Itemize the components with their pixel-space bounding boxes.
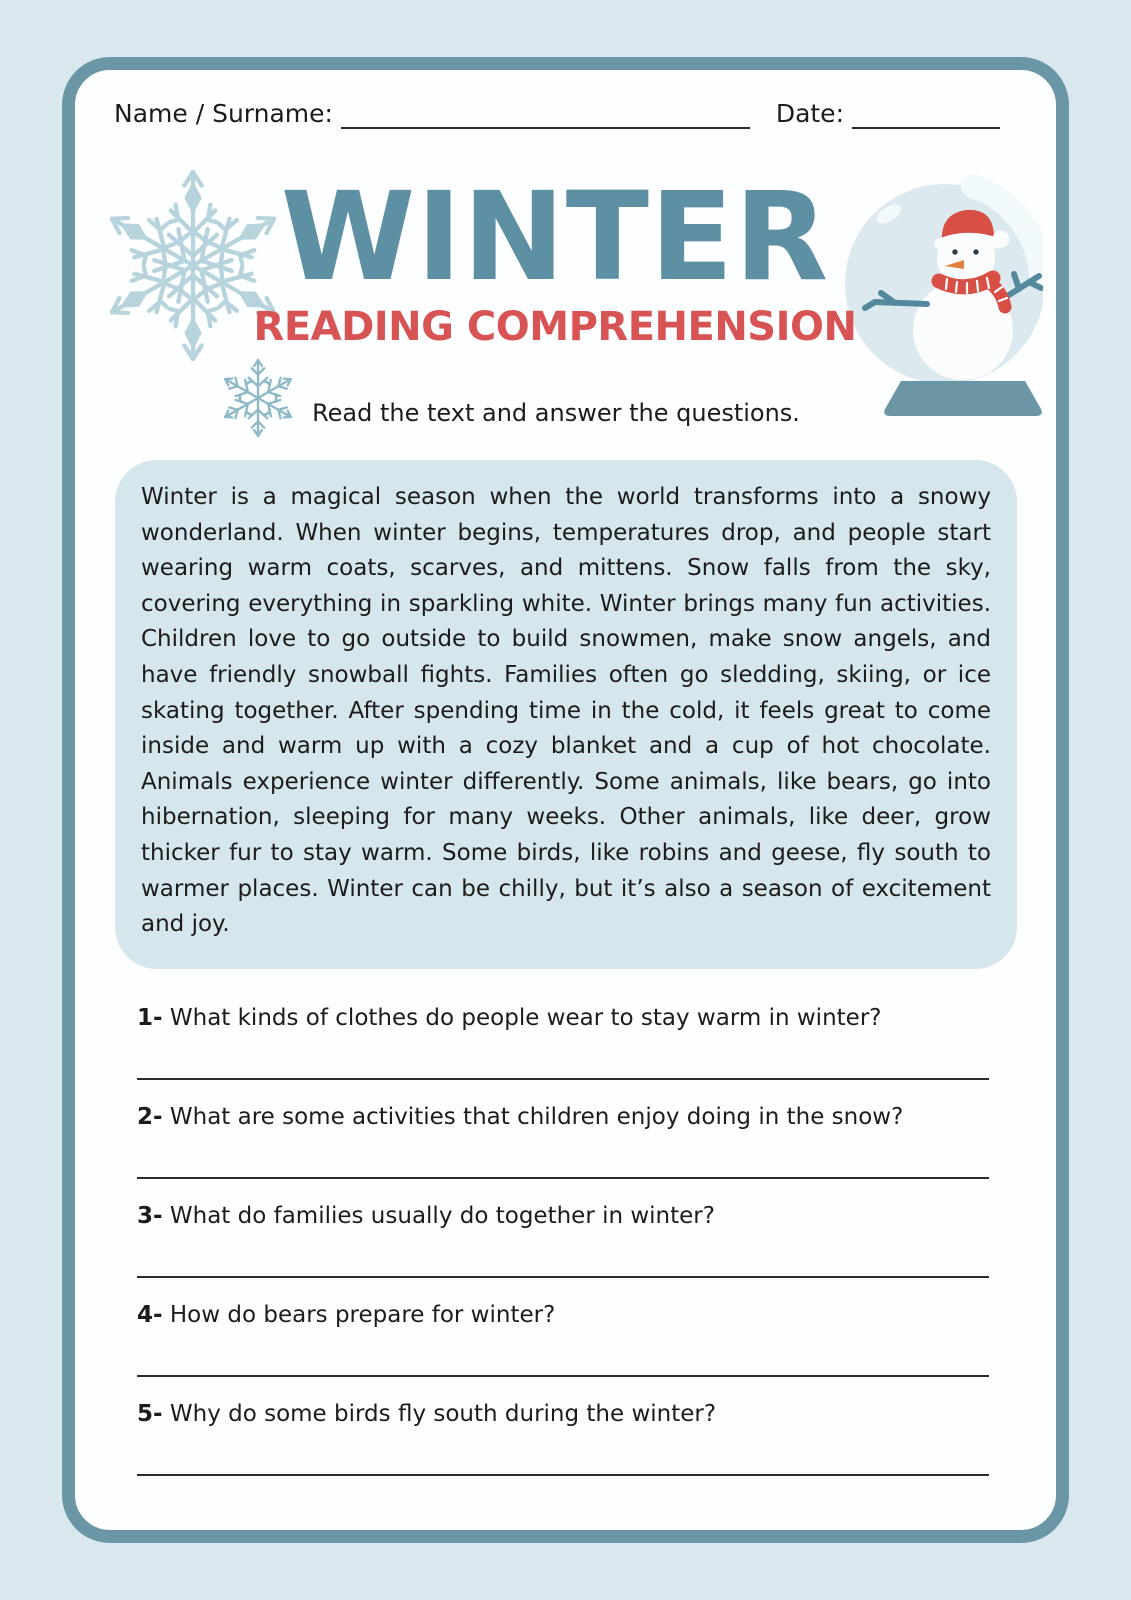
hat-pompom bbox=[993, 231, 1010, 248]
answer-line[interactable] bbox=[137, 1375, 989, 1377]
date-label: Date: bbox=[775, 99, 844, 128]
question-text bbox=[137, 1201, 989, 1231]
question-number: 2- bbox=[137, 1104, 163, 1130]
question-block bbox=[137, 1003, 989, 1080]
question-number: 1- bbox=[137, 1005, 163, 1031]
question-label: What do families usually do together in winter? bbox=[169, 1203, 715, 1229]
reading-passage: Winter is a magical season when the world transforms into a snowy wonderland. When winter begins, temperatures drop, and people start wearing warm coats, scarves, and mittens. Snow falls from the sky, covering everything in sparkling white. Winter brings many fun activities. Children love to go outside to build snowmen, make snow angels, and have friendly snowball fights. Families often go sledding, skiing, or ice skating together. After spending time in the cold, it feels great to come inside and warm up with a cozy blanket and a cup of hot chocolate. Animals experience winter differently. Some animals, like bears, go into hibernation, sleeping for many weeks. Other animals, like deer, grow thicker fur to stay warm. Some birds, like robins and geese, fly south to warmer places. Winter can be chilly, but it’s also a season of excitement and joy. bbox=[115, 460, 1017, 969]
question-text bbox=[137, 1003, 989, 1033]
question-label: What kinds of clothes do people wear to stay warm in winter? bbox=[169, 1005, 882, 1031]
question-block bbox=[137, 1300, 989, 1377]
question-block bbox=[137, 1399, 989, 1476]
question-label: Why do some birds fly south during the winter? bbox=[169, 1401, 717, 1427]
answer-line[interactable] bbox=[137, 1276, 989, 1278]
page-subtitle: READING COMPREHENSION bbox=[253, 304, 857, 350]
question-text bbox=[137, 1300, 989, 1330]
answer-line[interactable] bbox=[137, 1474, 989, 1476]
question-label: What are some activities that children enjoy doing in the snow? bbox=[169, 1104, 904, 1130]
question-number: 5- bbox=[137, 1401, 163, 1427]
name-date-header bbox=[114, 100, 1000, 129]
question-number: 3- bbox=[137, 1203, 163, 1229]
answer-line[interactable] bbox=[137, 1078, 989, 1080]
name-answer-line[interactable] bbox=[341, 125, 750, 129]
question-text bbox=[137, 1399, 989, 1429]
instruction-text: Read the text and answer the questions. bbox=[312, 399, 800, 427]
small-snowflake-icon bbox=[217, 355, 299, 441]
question-block bbox=[137, 1102, 989, 1179]
date-answer-line[interactable] bbox=[852, 125, 1000, 129]
snowman-eye-right bbox=[973, 249, 978, 254]
answer-line[interactable] bbox=[137, 1177, 989, 1179]
question-text bbox=[137, 1102, 989, 1132]
page-title: WINTER bbox=[280, 166, 830, 308]
questions-list bbox=[137, 1003, 989, 1498]
question-block bbox=[137, 1201, 989, 1278]
question-number: 4- bbox=[137, 1302, 163, 1328]
question-label: How do bears prepare for winter? bbox=[169, 1302, 556, 1328]
name-label: Name / Surname: bbox=[114, 99, 333, 128]
